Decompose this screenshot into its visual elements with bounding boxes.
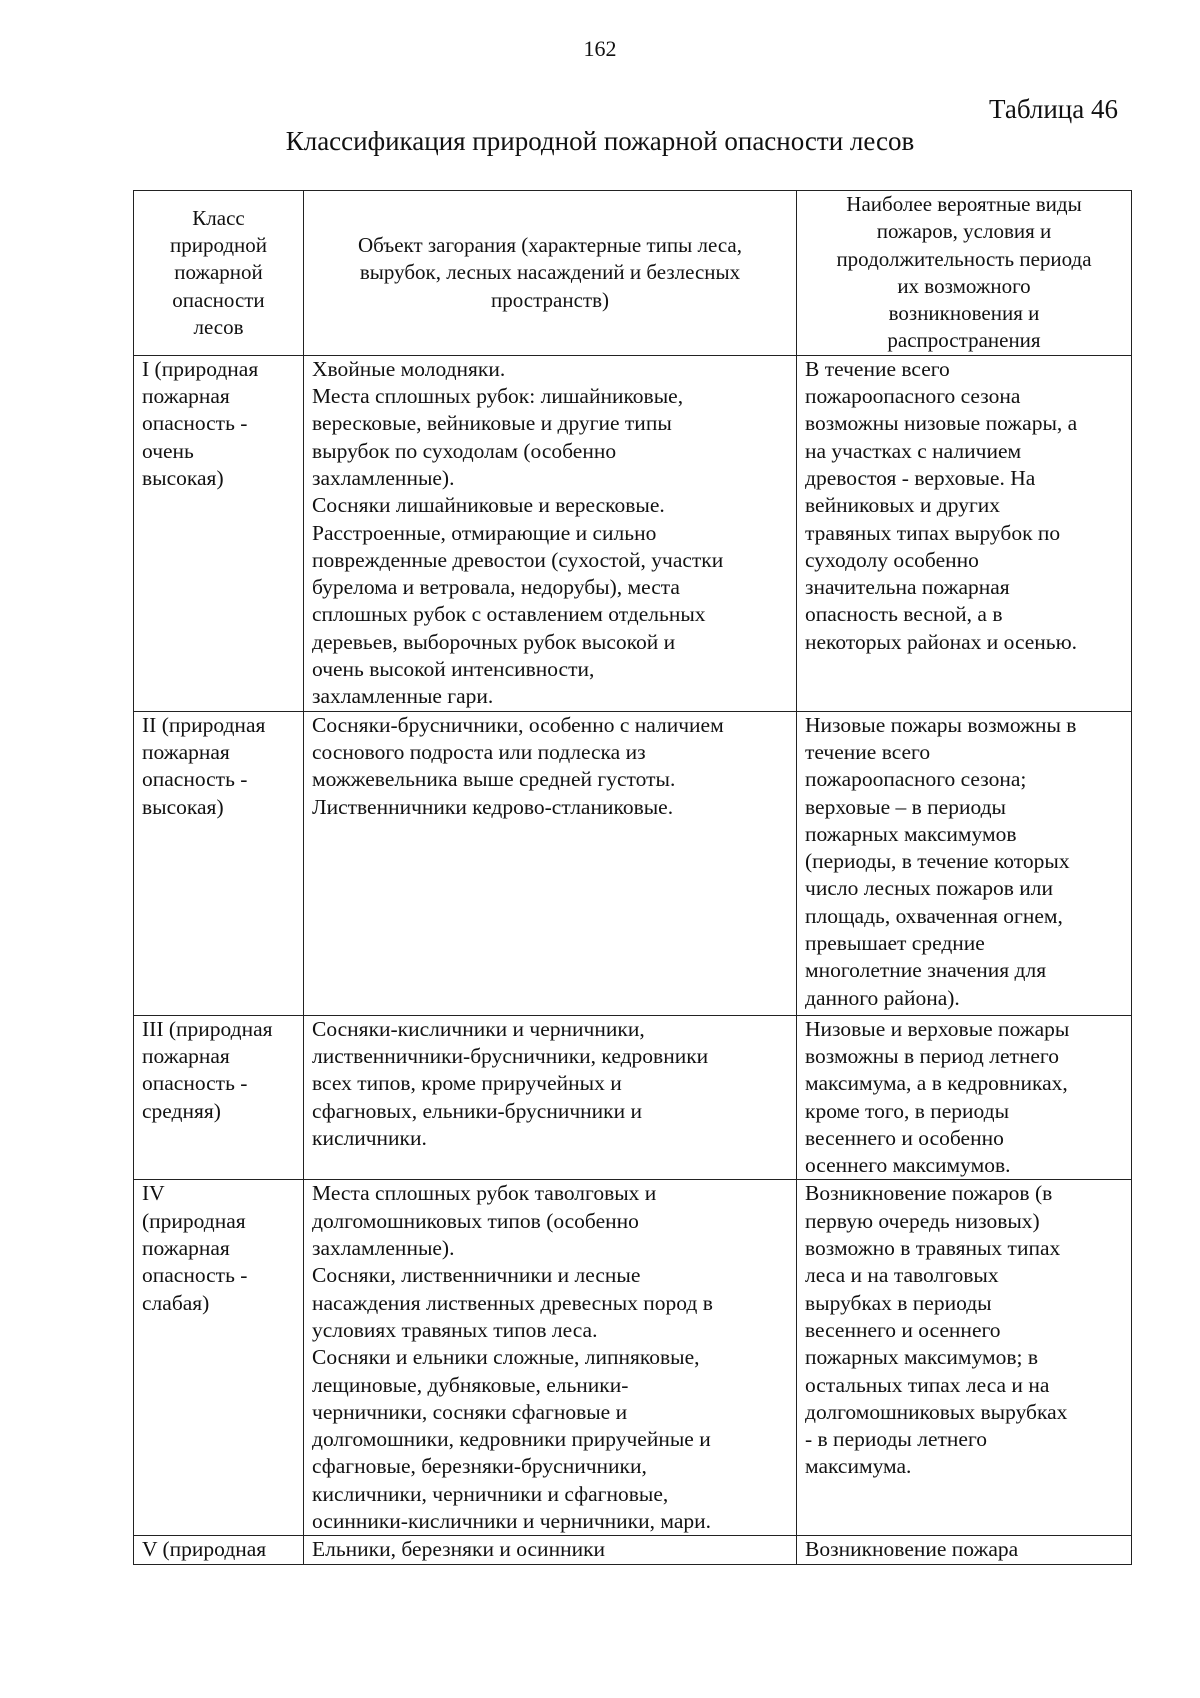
cell-fires: Возникновение пожаров (в первую очередь низовых) возможно в травяных типах леса и на таволговых вырубках в периоды весеннего и осеннего пожарных максимумов; в остальных типах леса и на долгомошниковых вырубках - в периоды летнего максимума. [797,1180,1132,1536]
cell-class: IV (природная пожарная опасность - слабая) [134,1180,304,1536]
cell-fires: Возникновение пожара [797,1536,1132,1564]
header-object: Объект загорания (характерные типы леса, вырубок, лесных насаждений и безлесных пространств) [304,191,797,356]
cell-object: Ельники, березняки и осинники [304,1536,797,1564]
table-row [134,1015,1132,1180]
table-row [134,1180,1132,1536]
cell-class: V (природная [134,1536,304,1564]
cell-class: II (природная пожарная опасность - высокая) [134,711,304,1015]
table-title: Классификация природной пожарной опасности лесов [285,126,915,156]
cell-object: Места сплошных рубок таволговых и долгомошниковых типов (особенно захламленные). Сосняки, лиственничники и лесные насаждения лиственных древесных пород в условиях травяных типов леса. Сосняки и ельники сложные, липняковые, лещиновые, дубняковые, ельники- черничники, сосняки сфагновые и долгомошники, кедровники приручейные и сфагновые, березняки-брусничники, кисличники, черничники и сфагновые, осинники-кисличники и черничники, мари. [304,1180,797,1536]
cell-object: Хвойные молодняки. Места сплошных рубок: лишайниковые, вересковые, вейниковые и другие типы вырубок по суходолам (особенно захламленные). Сосняки лишайниковые и вересковые. Расстроенные, отмирающие и сильно поврежденные древостои (сухостой, участки бурелома и ветровала, недорубы), места сплошных рубок с оставлением отдельных деревьев, выборочных рубок высокой и очень высокой интенсивности, захламленные гари. [304,355,797,711]
cell-fires: Низовые и верховые пожары возможны в период летнего максимума, а в кедровниках, кроме того, в периоды весеннего и особенно осеннего максимумов. [797,1015,1132,1180]
header-fires: Наиболее вероятные виды пожаров, условия и продолжительность периода их возможного возникновения и распространения [797,191,1132,356]
table-row [134,1536,1132,1564]
fire-danger-table [133,190,1132,1565]
table-row [134,711,1132,1015]
page-number: 162 [583,36,617,61]
header-class: Класс природной пожарной опасности лесов [134,191,304,356]
cell-class: III (природная пожарная опасность - средняя) [134,1015,304,1180]
cell-object: Сосняки-кисличники и черничники, лиственничники-брусничники, кедровники всех типов, кроме приручейных и сфагновых, ельники-брусничники и кисличники. [304,1015,797,1180]
cell-class: I (природная пожарная опасность - очень высокая) [134,355,304,711]
table-label: Таблица 46 [989,94,1118,124]
cell-fires: В течение всего пожароопасного сезона возможны низовые пожары, а на участках с наличием древостоя - верховые. На вейниковых и других травяных типах вырубок по суходолу особенно значительна пожарная опасность весной, а в некоторых районах и осенью. [797,355,1132,711]
table-row [134,355,1132,711]
table-header-row [134,191,1132,356]
cell-object: Сосняки-брусничники, особенно с наличием соснового подроста или подлеска из можжевельника выше средней густоты. Лиственничники кедрово-стланиковые. [304,711,797,1015]
cell-fires: Низовые пожары возможны в течение всего пожароопасного сезона; верховые – в периоды пожарных максимумов (периоды, в течение которых число лесных пожаров или площадь, охваченная огнем, превышает средние многолетние значения для данного района). [797,711,1132,1015]
